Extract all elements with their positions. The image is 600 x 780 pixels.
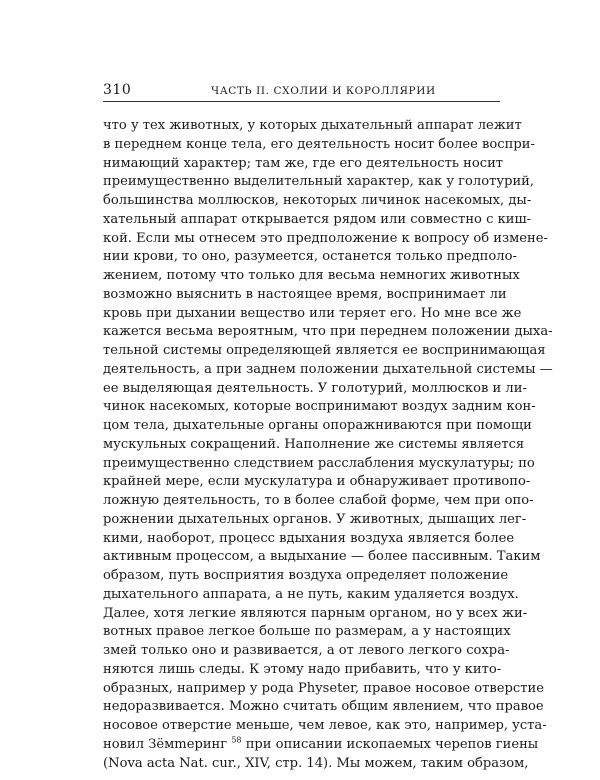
author-name: новил Зёмmеринг — [103, 736, 228, 752]
text-line: преимущественно следствием расслабления мускулатуры; по — [103, 455, 535, 471]
header-rule — [103, 101, 500, 102]
page-number: 310 — [103, 82, 132, 98]
text-line: ее выделяющая деятельность. У голотурий, моллюсков и ли- — [103, 380, 527, 396]
text-line: Далее, хотя легкие являются парным органом, но у всех жи- — [103, 605, 528, 621]
text-line: преимущественно выделительный характер, как у голотурий, — [103, 174, 535, 190]
text-line: кровь при дыхании вещество или теряет его. Но мне все же — [103, 305, 522, 321]
text-line: в переднем конце тела, его деятельность носит более воспри- — [103, 136, 535, 152]
text-line: тельной системы определяющей является ее воспринимающая — [103, 343, 546, 358]
line-continuation: при описании ископаемых черепов гиены — [245, 736, 539, 752]
body-text — [103, 117, 553, 773]
text-line: кажется весьма вероятным, что при переднем положении дыха- — [103, 324, 553, 340]
text-line: хательный аппарат открывается рядом или совместно с киш- — [103, 211, 532, 227]
text-line: дыхательного аппарата, а не путь, каким удаляется воздух. — [103, 586, 519, 602]
text-line: кими, наоборот, процесс вдыхания воздуха является более — [103, 530, 515, 546]
text-line: жением, потому что только для весьма немногих животных — [103, 268, 520, 283]
text-line: вотных правое легкое больше по размерам, а у настоящих — [103, 624, 511, 640]
text-line: цом тела, дыхательные органы опоражниваются при помощи — [103, 418, 532, 433]
text-line: няются лишь следы. К этому надо прибавить, что у кито- — [103, 661, 502, 677]
running-title: ЧАСТЬ II. СХОЛИИ И КОРОЛЛЯРИИ — [211, 85, 436, 97]
text-line: рожнении дыхательных органов. У животных, дышащих лег- — [103, 511, 527, 527]
text-line: (Nova acta Nat. cur., XIV, стр. 14). Мы можем, таким образом, — [103, 755, 529, 771]
text-line-with-footnote — [103, 735, 539, 755]
text-line: ложную деятельность, то в более слабой форме, чем при опо- — [103, 493, 534, 508]
text-line: образных, например у рода Physeter, правое носовое отверстие — [103, 680, 544, 696]
text-line: мускульных сокращений. Наполнение же системы является — [103, 436, 525, 452]
page-header — [103, 80, 500, 100]
text-line: образом, путь восприятия воздуха определяет положение — [103, 568, 509, 583]
text-line: деятельность, а при заднем положении дыхательной системы — — [103, 361, 553, 377]
text-line: возможно выяснить в настоящее время, воспринимает ли — [103, 286, 507, 302]
footnote-reference[interactable]: 58 — [231, 735, 242, 745]
text-line: нии крови, то оно, разумеется, останется только предполо- — [103, 249, 517, 265]
text-line: кой. Если мы отнесем это предположение к вопросу об измене- — [103, 230, 548, 246]
text-line: крайней мере, если мускулатура и обнаруживает противопо- — [103, 474, 531, 490]
text-line: чинок насекомых, которые воспринимают воздух задним кон- — [103, 399, 536, 415]
text-line: что у тех животных, у которых дыхательный аппарат лежит — [103, 118, 522, 133]
text-line: нимающий характер; там же, где его деятельность носит — [103, 155, 504, 171]
text-line: активным процессом, а выдыхание — более пассивным. Таким — [103, 549, 541, 565]
text-line: недоразвивается. Можно считать общим явлением, что правое — [103, 699, 544, 715]
text-line: змей только оно и развивается, а от левого легкого сохра- — [103, 643, 510, 658]
text-line: носовое отверстие меньше, чем левое, как это, например, уста- — [103, 718, 547, 733]
text-line: большинства моллюсков, некоторых личинок насекомых, ды- — [103, 193, 532, 208]
